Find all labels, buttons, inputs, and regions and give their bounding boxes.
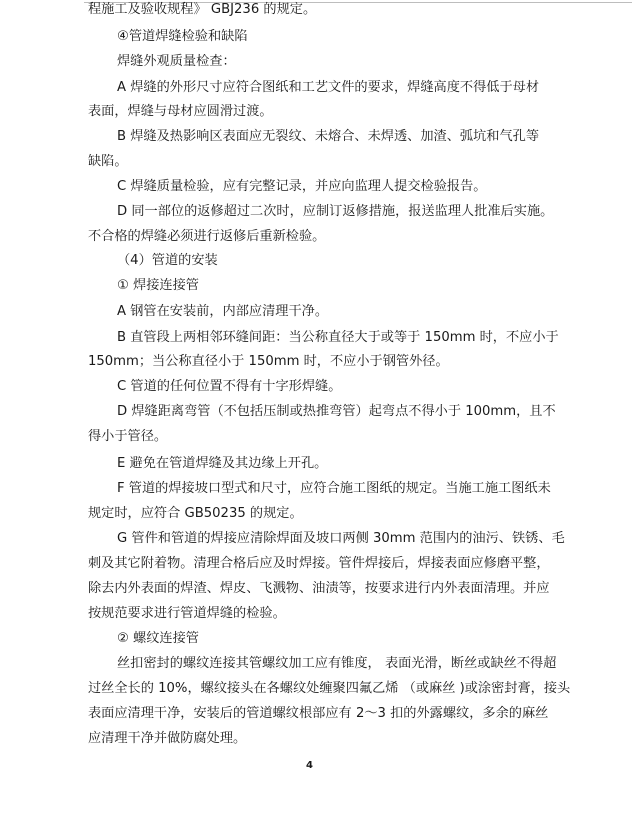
text-line-23: 刺及其它附着物。清理合格后应及时焊接。管件焊接后，焊接表面应修磨平整，	[88, 556, 550, 571]
section-heading-pipe-install: （4）管道的安装	[117, 253, 218, 268]
text-line-16: C 管道的任何位置不得有十字形焊缝。	[117, 379, 342, 394]
text-line-24: 除去内外表面的焊渣、焊皮、飞溅物、油渍等，按要求进行内外表面清理。并应	[88, 581, 550, 596]
text-line-1: 程施工及验收规程》 GBJ236 的规定。	[88, 2, 317, 17]
text-line-15: 150mm；当公称直径小于 150mm 时，不应小于钢管外径。	[88, 354, 449, 369]
text-line-18: 得小于管径。	[88, 429, 168, 444]
subsection-heading-welded-pipe: ① 焊接连接管	[117, 278, 199, 293]
text-line-9: D 同一部位的返修超过二次时，应制订返修措施，报送监理人批准后实施。	[117, 204, 554, 219]
text-line-25: 按规范要求进行管道焊缝的检验。	[88, 606, 286, 621]
page-number: 4	[306, 760, 313, 771]
section-heading-weld-inspection: ④管道焊缝检验和缺陷	[117, 29, 248, 44]
text-line-28: 过丝全长的 10%，螺纹接头在各螺纹处缠聚四氟乙烯 （或麻丝 )或涂密封膏，接头	[88, 681, 571, 696]
text-line-4: A 焊缝的外形尺寸应符合图纸和工艺文件的要求，焊缝高度不得低于母材	[117, 80, 540, 95]
text-line-14: B 直管段上两相邻环缝间距：当公称直径大于或等于 150mm 时，不应小于	[117, 330, 559, 345]
text-line-7: 缺陷。	[88, 154, 128, 169]
text-line-30: 应清理干净并做防腐处理。	[88, 731, 247, 746]
text-line-13: A 钢管在安装前，内部应清理干净。	[117, 304, 329, 319]
text-line-27: 丝扣密封的螺纹连接其管螺纹加工应有锥度， 表面光滑，断丝或缺丝不得超	[117, 656, 557, 671]
text-line-3: 焊缝外观质量检查：	[117, 54, 236, 69]
text-line-22: G 管件和管道的焊接应清除焊面及坡口两侧 30mm 范围内的油污、铁锈、毛	[117, 531, 565, 546]
text-line-21: 规定时，应符合 GB50235 的规定。	[88, 506, 303, 521]
text-line-8: C 焊缝质量检验，应有完整记录，并应向监理人提交检验报告。	[117, 179, 487, 194]
subsection-heading-threaded-pipe: ② 螺纹连接管	[117, 631, 199, 646]
text-line-19: E 避免在管道焊缝及其边缘上开孔。	[117, 456, 328, 471]
text-line-10: 不合格的焊缝必须进行返修后重新检验。	[88, 229, 326, 244]
text-line-29: 表面应清理干净，安装后的管道螺纹根部应有 2～3 扣的外露螺纹，多余的麻丝	[88, 706, 549, 721]
text-line-20: F 管道的焊接坡口型式和尺寸，应符合施工图纸的规定。当施工施工图纸未	[117, 481, 551, 496]
text-line-5: 表面，焊缝与母材应圆滑过渡。	[88, 104, 273, 119]
text-line-6: B 焊缝及热影响区表面应无裂纹、未熔合、未焊透、加渣、弧坑和气孔等	[117, 129, 540, 144]
text-line-17: D 焊缝距离弯管（不包括压制或热推弯管）起弯点不得小于 100mm，且不	[117, 404, 556, 419]
